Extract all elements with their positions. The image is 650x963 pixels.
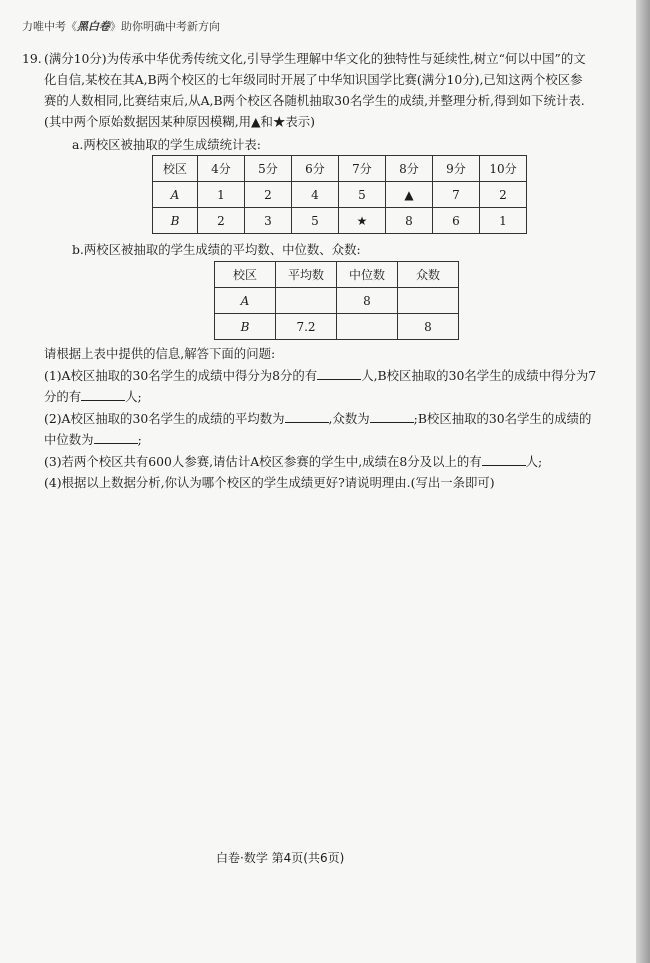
question-intro: (满分10分)为传承中华优秀传统文化,引导学生理解中华文化的独特性与延续性,树立“何以中国”的文化自信,某校在其A,B两个校区的七年级同时开展了中华知识国学比赛(满分10分),已知这两个校区参赛的人数相同,比赛结束后,从A,B两个校区各随机抽取30名学生的成绩,并整理分析,得到如下统计表.(其中两个原始数据因某种原因模糊,用▲和★表示) [44, 51, 586, 129]
table-cell: 2 [245, 182, 292, 208]
answer-blank[interactable] [317, 367, 361, 380]
page-header [22, 18, 220, 34]
q1-text-a: (1)A校区抽取的30名学生的成绩中得分为8分的有 [44, 368, 318, 383]
answer-blank[interactable] [370, 410, 414, 423]
header-cell: 5分 [245, 156, 292, 182]
sub-question-4: (4)根据以上数据分析,你认为哪个校区的学生成绩更好?请说明理由.(写出一条即可) [44, 475, 495, 490]
table-header-row [153, 156, 527, 182]
table-cell [337, 314, 398, 340]
answer-blank[interactable] [482, 453, 526, 466]
question-number: 19. [22, 51, 42, 66]
q3-text-a: (3)若两个校区共有600人参赛,请估计A校区参赛的学生中,成绩在8分及以上的有 [44, 454, 482, 469]
table-row [215, 314, 459, 340]
table-cell [398, 288, 459, 314]
header-cell: 校区 [215, 262, 276, 288]
header-suffix: 》助你明确中考新方向 [110, 20, 220, 33]
header-cell: 6分 [292, 156, 339, 182]
answer-blank[interactable] [94, 431, 138, 444]
sub-question-1 [44, 365, 599, 407]
table-cell: 1 [480, 208, 527, 234]
questions-prompt: 请根据上表中提供的信息,解答下面的问题: [44, 346, 276, 361]
table-cell: 5 [292, 208, 339, 234]
header-cell: 平均数 [276, 262, 337, 288]
header-brand: 黑白卷 [77, 20, 110, 33]
statistics-table [214, 261, 459, 340]
answer-blank[interactable] [81, 388, 125, 401]
header-cell: 7分 [339, 156, 386, 182]
table-cell: A [215, 288, 276, 314]
header-prefix: 力唯中考《 [22, 20, 77, 33]
table-cell: ★ [339, 208, 386, 234]
table-cell: 8 [386, 208, 433, 234]
answer-blank[interactable] [285, 410, 329, 423]
table-cell: 6 [433, 208, 480, 234]
table-cell: 3 [245, 208, 292, 234]
header-cell: 4分 [198, 156, 245, 182]
q2-text-a: (2)A校区抽取的30名学生的成绩的平均数为 [44, 411, 285, 426]
table-cell: 4 [292, 182, 339, 208]
q2-text-b: ,众数为 [328, 411, 370, 426]
question-text [22, 48, 592, 132]
header-cell: 8分 [386, 156, 433, 182]
q2-text-d: ; [137, 432, 142, 447]
table-cell: B [153, 208, 198, 234]
table-cell: 7.2 [276, 314, 337, 340]
table-cell: 7 [433, 182, 480, 208]
table-cell: 2 [480, 182, 527, 208]
table-b-caption: b.两校区被抽取的学生成绩的平均数、中位数、众数: [72, 242, 361, 257]
page-edge [636, 0, 650, 963]
q2-text-c: ;B校区抽取的30名学生的成绩的中位数为 [44, 411, 592, 447]
q3-text-b: 人; [525, 454, 543, 469]
table-cell: ▲ [386, 182, 433, 208]
table-a-caption: a.两校区被抽取的学生成绩统计表: [72, 137, 261, 152]
table-cell: 8 [398, 314, 459, 340]
header-cell: 众数 [398, 262, 459, 288]
sub-question-2 [44, 408, 599, 450]
q1-text-b: 人,B校区抽取的30名学生的成绩中得分为7分的有 [44, 368, 597, 404]
header-cell: 9分 [433, 156, 480, 182]
table-header-row [215, 262, 459, 288]
header-cell: 校区 [153, 156, 198, 182]
q1-text-c: 人; [125, 389, 142, 404]
table-row [153, 208, 527, 234]
score-distribution-table [152, 155, 527, 234]
table-cell: B [215, 314, 276, 340]
sub-question-3 [44, 451, 599, 472]
page-footer: 白卷·数学 第4页(共6页) [216, 851, 345, 865]
table-row [153, 182, 527, 208]
header-cell: 10分 [480, 156, 527, 182]
table-cell [276, 288, 337, 314]
table-cell: 8 [337, 288, 398, 314]
table-cell: A [153, 182, 198, 208]
table-cell: 2 [198, 208, 245, 234]
table-cell: 5 [339, 182, 386, 208]
table-cell: 1 [198, 182, 245, 208]
table-row [215, 288, 459, 314]
header-cell: 中位数 [337, 262, 398, 288]
